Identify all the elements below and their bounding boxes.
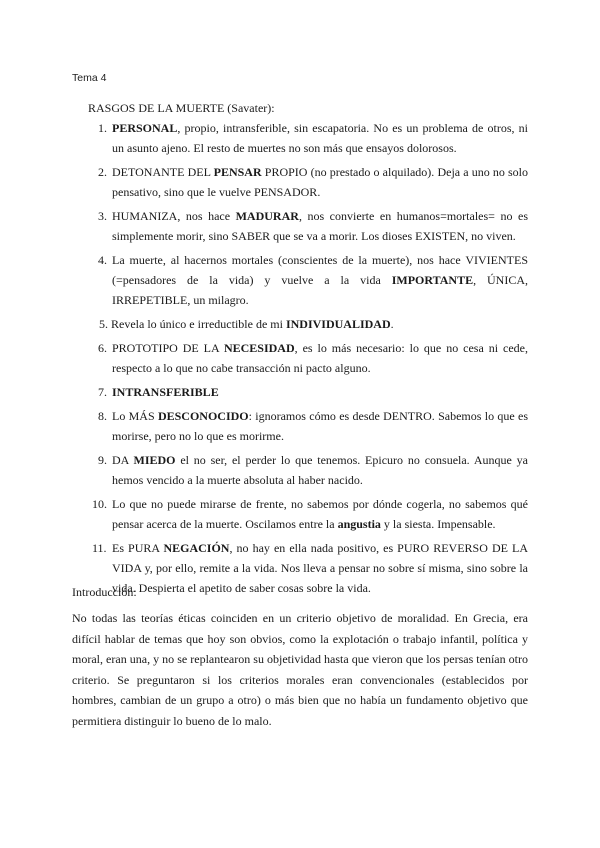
list-item xyxy=(98,162,528,202)
intro-heading: Introducción: xyxy=(72,585,137,599)
emphasis-text: PENSAR xyxy=(213,165,262,179)
item-text xyxy=(112,385,219,399)
item-number: 3. xyxy=(98,209,107,223)
list-item xyxy=(98,206,528,246)
list-item xyxy=(98,450,528,490)
list-item xyxy=(99,314,528,334)
text-run: el no ser, el perder lo que tenemos. Epicuro no consuela. Aunque ya hemos vencido a la muerte absoluta al haber nacido. xyxy=(112,453,528,487)
emphasis-text: NEGACIÓN xyxy=(163,541,230,555)
item-number: 11. xyxy=(92,541,107,555)
item-text xyxy=(112,121,528,155)
emphasis-text: INTRANSFERIBLE xyxy=(112,385,219,399)
emphasis-text: IMPORTANTE xyxy=(391,273,474,287)
list-item xyxy=(92,494,528,534)
emphasis-text: MIEDO xyxy=(133,453,176,467)
text-run: DETONANTE DEL xyxy=(112,165,214,179)
text-run: Lo MÁS xyxy=(112,409,158,423)
item-text xyxy=(112,541,528,595)
item-number: 5. xyxy=(99,317,108,331)
item-text xyxy=(112,209,528,243)
item-text xyxy=(112,409,528,443)
text-run: Lo que no puede mirarse de frente, no sabemos por dónde cogerla, no sabemos qué pensar acerca de la muerte. Oscilamos entre la xyxy=(112,497,528,531)
text-run: , ÚNICA, IRREPETIBLE, un milagro. xyxy=(112,273,529,307)
emphasis-text: NECESIDAD xyxy=(223,341,295,355)
list-item xyxy=(98,406,528,446)
text-run: . xyxy=(390,317,394,331)
item-number: 2. xyxy=(98,165,107,179)
text-run: La muerte, al hacernos mortales (conscientes de la muerte), nos hace VIVIENTES (=pensadores de la vida) y vuelve a la vida xyxy=(112,253,528,287)
item-number: 4. xyxy=(98,253,107,267)
text-run: PROTOTIPO DE LA xyxy=(112,341,224,355)
emphasis-text: PERSONAL xyxy=(112,121,178,135)
list-item xyxy=(98,382,528,402)
text-run: y la siesta. Impensable. xyxy=(380,517,496,531)
text-run: , nos convierte en humanos=mortales= no es simplemente morir, sino SABER que se va a morir. Los dioses EXISTEN, no viven. xyxy=(112,209,528,243)
text-run: , es lo más necesario: lo que no cesa ni cede, respecto a lo que no cabe transacción ni pacto alguno. xyxy=(112,341,528,375)
text-run: , no hay en ella nada positivo, es PURO REVERSO DE LA VIDA y, por ello, remite a la vida. Nos lleva a pensar no sobre sí misma, sino sobre la vida. Despierta el apetito de saber cosas sobre la vida. xyxy=(112,541,528,595)
text-run: Revela lo único e irreductible de mi xyxy=(111,317,286,331)
emphasis-text: DESCONOCIDO xyxy=(157,409,249,423)
section-heading: RASGOS DE LA MUERTE (Savater): xyxy=(88,101,275,115)
text-run: HUMANIZA, nos hace xyxy=(112,209,236,223)
item-number: 1. xyxy=(98,121,107,135)
item-text xyxy=(112,497,528,531)
item-number: 8. xyxy=(98,409,107,423)
item-text xyxy=(112,165,528,199)
text-run: Es PURA xyxy=(112,541,164,555)
topic-title: Tema 4 xyxy=(72,72,107,84)
text-run: , propio, intransferible, sin escapatoria. No es un problema de otros, ni un asunto ajeno. El resto de muertes no son más que ensayos dolorosos. xyxy=(112,121,528,155)
text-run: PROPIO (no prestado o alquilado). Deja a uno no solo pensativo, sino que le vuelve PENSADOR. xyxy=(112,165,528,199)
text-run: DA xyxy=(112,453,134,467)
item-number: 6. xyxy=(98,341,107,355)
emphasis-text: INDIVIDUALIDAD xyxy=(285,317,391,331)
item-text xyxy=(112,341,528,375)
item-number: 9. xyxy=(98,453,107,467)
item-number: 10. xyxy=(92,497,107,511)
emphasis-text: MADURAR xyxy=(235,209,299,223)
list-item xyxy=(98,338,528,378)
item-text xyxy=(112,253,528,307)
emphasis-text: angustia xyxy=(337,517,381,531)
item-text xyxy=(111,317,394,331)
intro-paragraph: No todas las teorías éticas coinciden en un criterio objetivo de moralidad. En Grecia, era difícil hablar de temas que hoy son obvios, como la explotación o trabajo infantil, política y moral, eran una, y no se replantearon su objetividad hasta que vieron que los persas tenían otro criterio. Se preguntaron si los criterios morales eran convencionales (establecidos por hombres, cambian de un grupo a otro) o más bien que no había un fundamento objetivo que permitiera distinguir lo bueno de lo malo. xyxy=(72,611,528,728)
list-item xyxy=(98,118,528,158)
item-text xyxy=(112,453,528,487)
item-number: 7. xyxy=(98,385,107,399)
list-item xyxy=(98,250,529,310)
text-run: : ignoramos cómo es desde DENTRO. Sabemos lo que es morirse, pero no lo que es morirme. xyxy=(112,409,528,443)
